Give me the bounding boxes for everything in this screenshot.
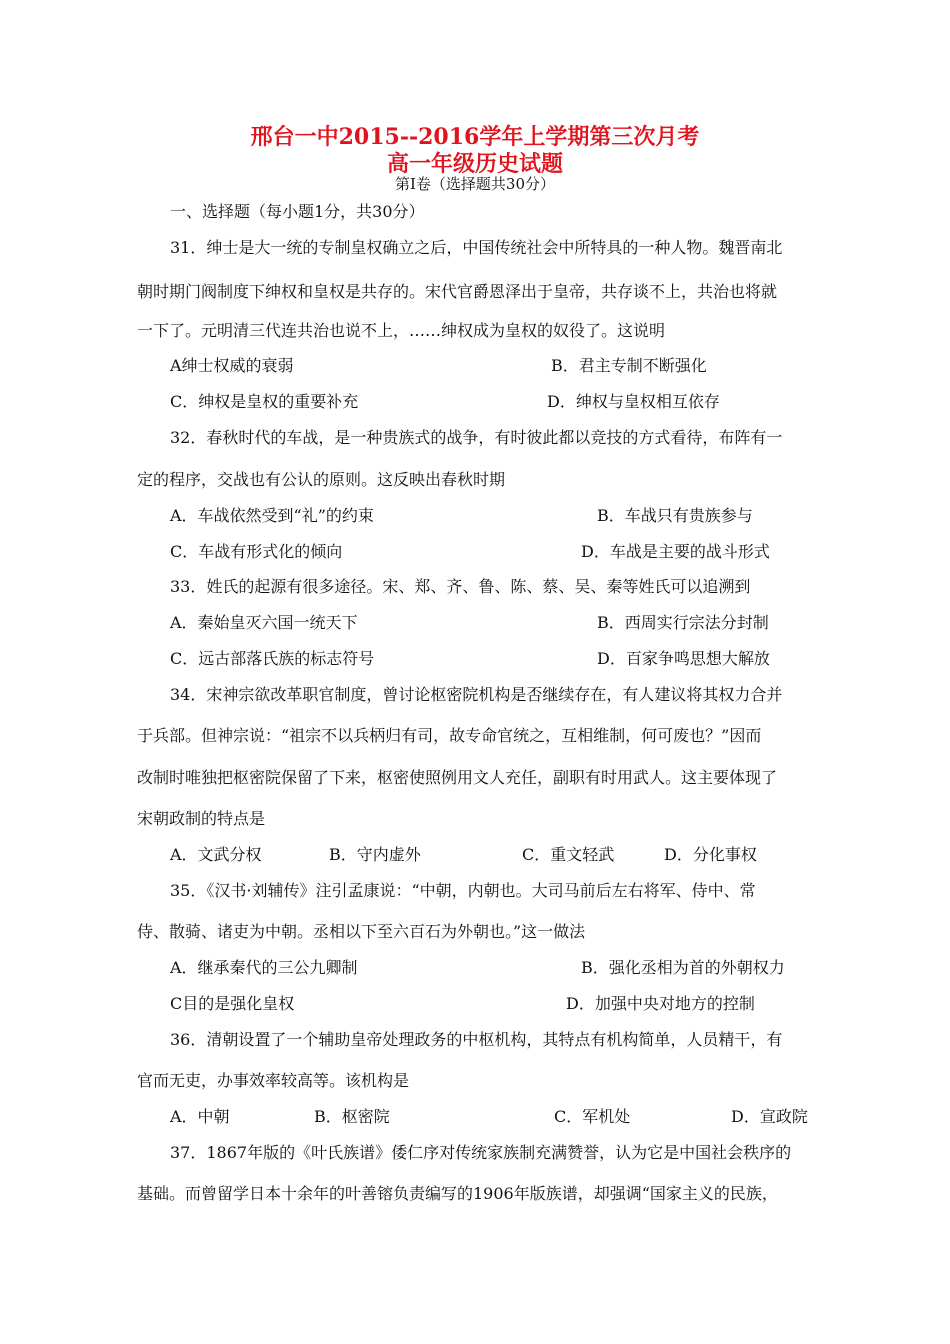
question-35-option-d: D．加强中央对地方的控制 <box>566 994 755 1013</box>
exam-title: 邢台一中2015--2016学年上学期第三次月考 <box>250 124 700 150</box>
question-32-option-b: B．车战只有贵族参与 <box>597 506 753 525</box>
question-36-stem-2: 官而无吏，办事效率较高等。该机构是 <box>137 1071 410 1090</box>
exam-subject-title: 高一年级历史试题 <box>386 151 563 177</box>
question-37-stem-2: 基础。而曾留学日本十余年的叶善镕负责编写的1906年版族谱，却强调“国家主义的民族， <box>137 1184 778 1203</box>
question-35-option-c: C目的是强化皇权 <box>170 994 295 1013</box>
question-34-stem-4: 宋朝政制的特点是 <box>137 809 266 828</box>
question-31-option-d: D．绅权与皇权相互依存 <box>547 392 720 411</box>
question-36-option-d: D．宣政院 <box>731 1107 808 1126</box>
question-31-stem-2: 朝时期门阀制度下绅权和皇权是共存的。宋代官爵恩泽出于皇帝，共存谈不上，共治也将就 <box>137 282 778 301</box>
question-34-stem-1: 34．宋神宗欲改革职官制度，曾讨论枢密院机构是否继续存在，有人建议将其权力合并 <box>170 685 783 704</box>
question-36-stem-1: 36．清朝设置了一个辅助皇帝处理政务的中枢机构，其特点有机构简单，人员精干，有 <box>170 1030 783 1049</box>
question-36-option-a: A．中朝 <box>170 1107 230 1126</box>
question-34-stem-2: 于兵部。但神宗说：“祖宗不以兵柄归有司，故专命官统之，互相维制，何可废也？”因而 <box>137 726 762 745</box>
question-37-stem-1: 37．1867年版的《叶氏族谱》倭仁序对传统家族制充满赞誉，认为它是中国社会秩序的 <box>170 1143 792 1162</box>
question-33-option-b: B．西周实行宗法分封制 <box>597 613 769 632</box>
question-36-option-c: C．军机处 <box>554 1107 631 1126</box>
question-32-option-c: C．车战有形式化的倾向 <box>170 542 343 561</box>
question-34-option-d: D．分化事权 <box>664 845 757 864</box>
question-31-stem-3: 一下了。元明清三代连共治也说不上，……绅权成为皇权的奴役了。这说明 <box>137 321 666 340</box>
question-34-stem-3: 改制时唯独把枢密院保留了下来，枢密使照例用文人充任，副职有时用武人。这主要体现了 <box>137 768 778 787</box>
question-31-option-c: C．绅权是皇权的重要补充 <box>170 392 359 411</box>
question-33-stem-1: 33．姓氏的起源有很多途径。宋、郑、齐、鲁、陈、蔡、吴、秦等姓氏可以追溯到 <box>170 577 751 596</box>
question-35-stem-2: 侍、散骑、诸吏为中朝。丞相以下至六百石为外朝也。”这一做法 <box>137 922 586 941</box>
question-31-option-b: B．君主专制不断强化 <box>551 356 707 375</box>
question-32-stem-1: 32．春秋时代的车战，是一种贵族式的战争，有时彼此都以竞技的方式看待，布阵有一 <box>170 428 783 447</box>
question-33-option-c: C．远古部落氏族的标志符号 <box>170 649 375 668</box>
question-31-option-a: A绅士权威的衰弱 <box>170 356 294 375</box>
question-36-option-b: B．枢密院 <box>314 1107 390 1126</box>
question-31-stem-1: 31．绅士是大一统的专制皇权确立之后，中国传统社会中所特具的一种人物。魏晋南北 <box>170 238 783 257</box>
question-32-option-a: A．车战依然受到“礼”的约束 <box>170 506 374 525</box>
question-35-option-b: B．强化丞相为首的外朝权力 <box>581 958 785 977</box>
question-34-option-c: C．重文轻武 <box>522 845 615 864</box>
question-32-stem-2: 定的程序，交战也有公认的原则。这反映出春秋时期 <box>137 470 506 489</box>
question-34-option-b: B．守内虚外 <box>329 845 421 864</box>
section-heading: 一、选择题（每小题1分，共30分） <box>170 202 425 221</box>
question-33-option-a: A．秦始皇灭六国一统天下 <box>170 613 358 632</box>
question-33-option-d: D．百家争鸣思想大解放 <box>597 649 770 668</box>
volume-subtitle: 第Ⅰ卷（选择题共30分） <box>394 175 555 193</box>
question-32-option-d: D．车战是主要的战斗形式 <box>581 542 770 561</box>
question-34-option-a: A．文武分权 <box>170 845 262 864</box>
question-35-stem-1: 35．《汉书·刘辅传》注引孟康说：“中朝，内朝也。大司马前后左右将军、侍中、常 <box>170 881 756 900</box>
question-35-option-a: A．继承秦代的三公九卿制 <box>170 958 358 977</box>
